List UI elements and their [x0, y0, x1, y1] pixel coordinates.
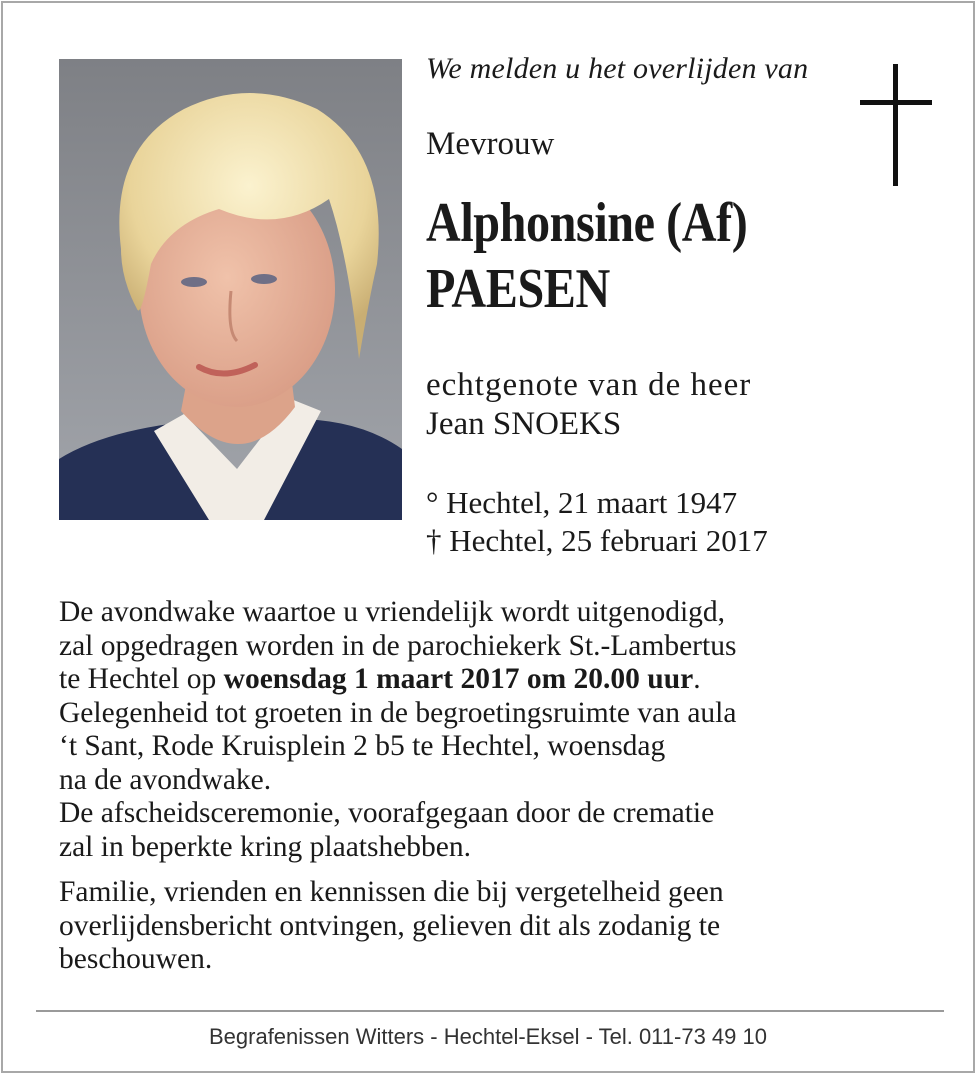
text-line: Familie, vrienden en kennissen die bij vergetelheid geen	[59, 876, 724, 908]
ceremony-details	[59, 596, 939, 977]
announcement-intro: We melden u het overlijden van	[426, 52, 809, 85]
honorific: Mevrouw	[426, 126, 555, 162]
text-segment: te Hechtel op	[59, 663, 224, 695]
life-dates	[426, 484, 768, 560]
text-segment: .	[693, 663, 701, 695]
spouse-info	[426, 366, 751, 444]
divider	[36, 1010, 944, 1012]
wake-datetime: woensdag 1 maart 2017 om 20.00 uur	[223, 663, 694, 695]
text-line: De afscheidsceremonie, voorafgegaan door de crematie	[59, 797, 715, 829]
portrait-photo	[59, 59, 402, 520]
text-line: Gelegenheid tot groeten in de begroetingsruimte van aula	[59, 696, 737, 729]
spouse-name: Jean SNOEKS	[426, 406, 622, 442]
last-name: PAESEN	[426, 258, 610, 320]
death-date: † Hechtel, 25 februari 2017	[426, 523, 768, 558]
text-line: ‘t Sant, Rode Kruisplein 2 b5 te Hechtel, woensdag	[59, 730, 666, 762]
text-line: De avondwake waartoe u vriendelijk wordt uitgenodigd,	[59, 596, 726, 628]
text-line: overlijdensbericht ontvingen, gelieven dit als zodanig te	[59, 909, 721, 942]
paragraph-gap	[59, 864, 939, 876]
text-line: zal in beperkte kring plaatshebben.	[59, 830, 472, 863]
text-line: na de avondwake.	[59, 763, 272, 796]
spouse-relation: echtgenote van de heer	[426, 367, 752, 403]
cross-icon	[860, 64, 932, 186]
text-line: zal opgedragen worden in de parochiekerk St.-Lambertus	[59, 629, 737, 662]
text-line	[59, 663, 939, 697]
text-line: beschouwen.	[59, 943, 213, 975]
funeral-home-footer: Begrafenissen Witters - Hechtel-Eksel - Tel. 011-73 49 10	[208, 1024, 767, 1049]
birth-date: ° Hechtel, 21 maart 1947	[426, 485, 738, 520]
first-name: Alphonsine (Af)	[426, 192, 748, 254]
deceased-name	[426, 190, 747, 322]
